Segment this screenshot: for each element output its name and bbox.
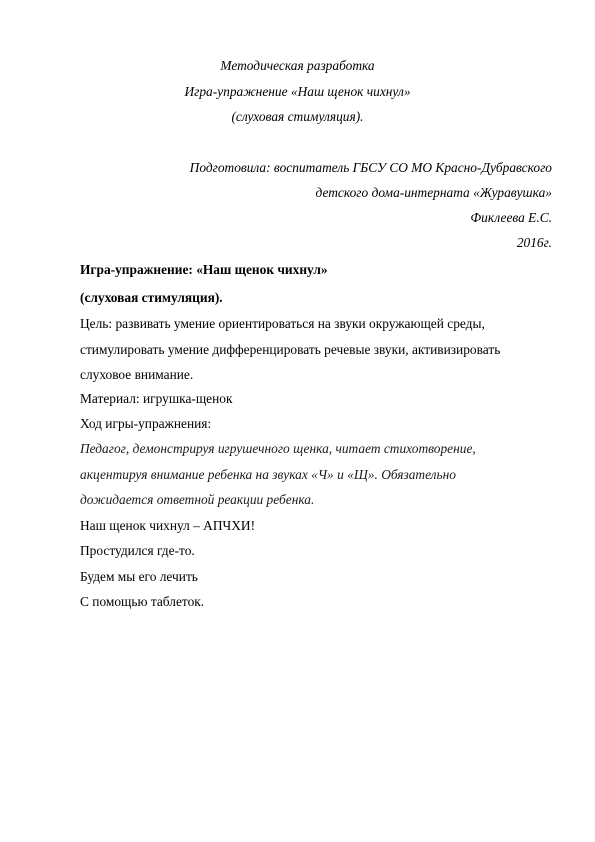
goal-line2: стимулировать умение дифференцировать речевые звуки, активизировать [80, 342, 501, 357]
author-line2: детского дома-интерната «Журавушка» [315, 185, 552, 200]
poem-line2: Простудился где-то. [80, 543, 195, 558]
poem-line1: Наш щенок чихнул – АПЧХИ! [80, 518, 256, 533]
instruction-line2: акцентируя внимание ребенка на звуках «Ч» и «Щ». Обязательно [80, 467, 456, 482]
doc-heading-line2: Игра-упражнение «Наш щенок чихнул» [184, 84, 411, 99]
author-name: Фиклеева Е.С. [470, 210, 552, 225]
body-title: Игра-упражнение: «Наш щенок чихнул» [80, 262, 328, 277]
course-line: Ход игры-упражнения: [80, 416, 212, 431]
poem-line4: С помощью таблеток. [80, 594, 205, 609]
goal-line1: Цель: развивать умение ориентироваться на звуки окружающей среды, [80, 316, 485, 331]
body-subtitle: (слуховая стимуляция). [80, 290, 223, 305]
doc-heading-line3: (слуховая стимуляция). [231, 109, 364, 124]
poem-line3: Будем мы его лечить [80, 569, 198, 584]
goal-line3: слуховое внимание. [80, 367, 194, 382]
author-year: 2016г. [516, 235, 552, 250]
instruction-line1: Педагог, демонстрируя игрушечного щенка, читает стихотворение, [80, 441, 476, 456]
material-line: Материал: игрушка-щенок [80, 391, 233, 406]
author-line1: Подготовила: воспитатель ГБСУ СО МО Красно-Дубравского [189, 160, 552, 175]
doc-heading-line1: Методическая разработка [220, 58, 375, 73]
instruction-line3: дожидается ответной реакции ребенка. [80, 492, 315, 507]
